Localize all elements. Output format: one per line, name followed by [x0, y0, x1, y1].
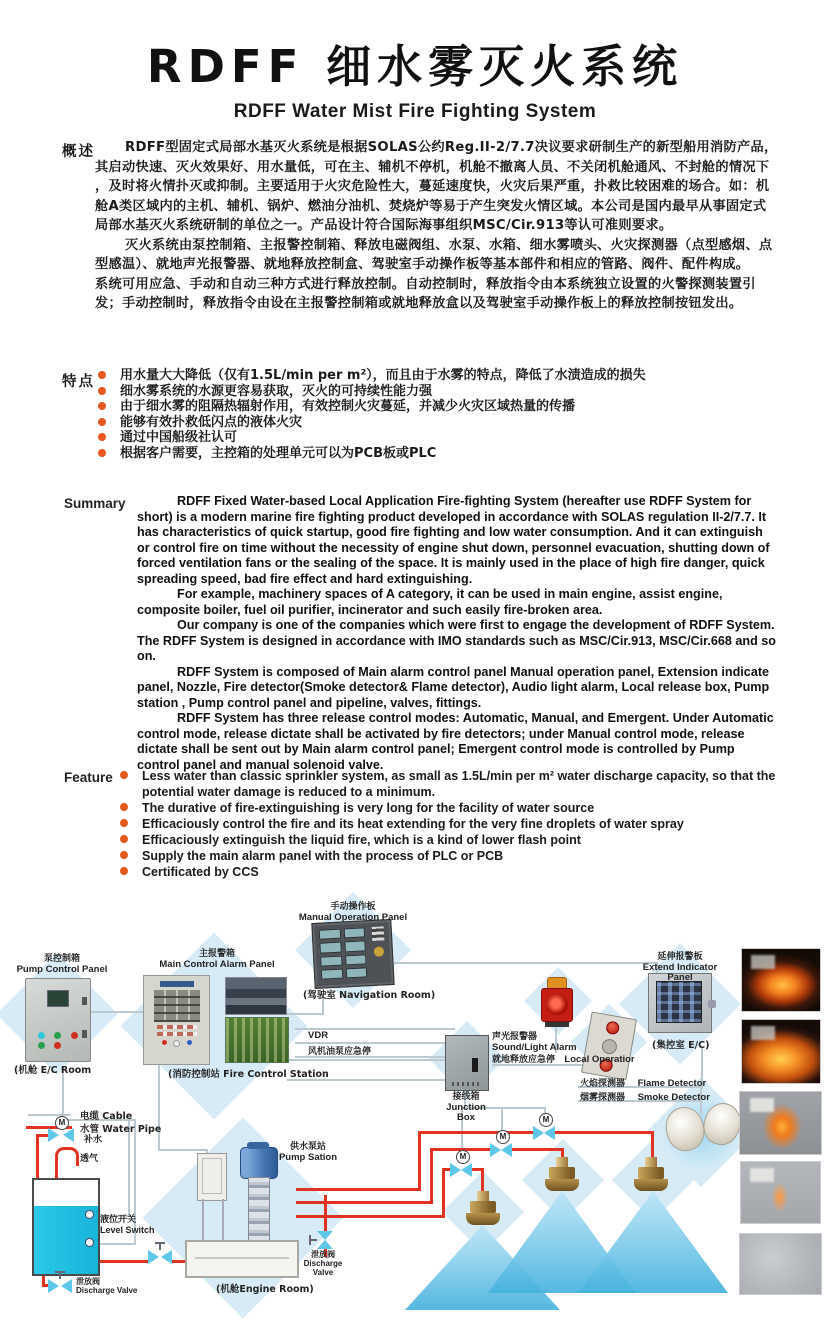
feature-item-text: 细水雾系统的水源更容易获取，灭火的可持续性能力强	[120, 383, 433, 399]
bullet-icon	[98, 418, 106, 426]
smoke-detector-label	[580, 1090, 710, 1103]
panel-screen	[47, 990, 69, 1007]
fire-test-photo-5	[739, 1233, 822, 1295]
pipe-line	[430, 1148, 433, 1204]
flame-detector-label	[580, 1076, 706, 1089]
summary-body	[137, 494, 778, 773]
features-en-label: Feature	[64, 770, 113, 785]
valve-handle	[311, 1239, 317, 1241]
manual-panel-location: (驾驶室 Navigation Room)	[303, 990, 436, 1001]
features-en-section	[0, 768, 830, 888]
box-slot	[472, 1058, 478, 1072]
feature-item-text: Less water than classic sprinkler system, as small as 1.5L/min per m² water discharge capacity, so that the potential water damage is reduced to a minimum.	[142, 769, 776, 799]
extend-panel-label-en: Extend Indicator Panel	[642, 961, 718, 984]
pump-motor	[240, 1147, 278, 1179]
panel-handle	[82, 1030, 87, 1038]
pump-station-label-cn: 供水泵站	[289, 1142, 326, 1152]
vdr-label: VDR	[308, 1030, 329, 1041]
page-subtitle: RDFF Water Mist Fire Fighting System	[233, 101, 597, 122]
manual-panel-label	[298, 903, 408, 923]
release-valve-icon	[450, 1163, 472, 1177]
pump-station-photo	[185, 1147, 297, 1287]
bullet-icon	[98, 449, 106, 457]
nozzle-stem	[645, 1157, 657, 1167]
box-vent	[452, 1082, 482, 1086]
pipe-line	[442, 1168, 445, 1218]
window-patch	[750, 1098, 774, 1112]
manual-panel-label-en: Manual Operation Panel	[298, 911, 408, 923]
legend-pipe-label: 水管 Water Pipe	[80, 1124, 162, 1135]
system-diagram	[0, 895, 830, 1322]
window-patch	[751, 1026, 774, 1040]
panel-knob	[708, 1000, 716, 1008]
features-cn-label: 特点	[62, 374, 95, 390]
main-alarm-panel-label-cn: 主报警箱	[198, 949, 235, 959]
pump-control-panel-location: (机舱 E/C Room	[14, 1065, 92, 1076]
overview-paragraph: RDFF型固定式局部水基灭火系统是根据SOLAS公约Reg.II-2/7.7决议要求研制生产的新型船用消防产品，其启动快速、灭火效果好、用水量低，可在主、辅机不停机，机舱不撤离人员、不关闭机舱通风、不封舱的情况下 ，及时将火情扑灭或抑制。主要适用于火灾危险性大，蔓延速度快，火灾后果严重，扑救比较困难的场合。如：机舱A类区域内的主机、辅机、锅炉、燃油分油机、焚烧炉等易于产生突发火情区域。本公司是国内最早从事固定式局部水基灭火系统研制的单位之一。产品设计符合国际海事组织MSC/Cir.913等认可准则要求。	[95, 140, 778, 233]
feature-item-text: Certificated by CCS	[142, 865, 259, 879]
pipe-line	[96, 1260, 150, 1263]
bullet-icon	[120, 867, 128, 875]
cable-line	[88, 1011, 143, 1013]
feature-item	[120, 832, 780, 848]
pump-discharge-valve-label	[300, 1251, 346, 1277]
pump-base-frame	[185, 1240, 299, 1278]
main-alarm-panel-label-en: Main Control Alarm Panel	[159, 958, 275, 970]
key-switch-icon	[374, 946, 385, 957]
release-valve-icon	[533, 1126, 555, 1140]
nozzle-body	[470, 1201, 496, 1213]
bullet-icon	[98, 387, 106, 395]
bullet-icon	[120, 835, 128, 843]
cable-line	[287, 1059, 445, 1061]
legend-cable-label: 电缆 Cable	[80, 1111, 133, 1122]
screen-cell	[319, 942, 341, 953]
fill-valve-icon	[48, 1128, 74, 1142]
cabinet-leg	[202, 1199, 204, 1240]
summary-paragraph: RDFF System has three release control modes: Automatic, Manual, and Emergent. Under Automatic control mode, release dictate shall be activated by fire detectors; under Manual control mode, release dictate shall be sent out by Main alarm control panel; Emergent control mode is controlled by Pump control panel and manual solenoid valve.	[137, 711, 774, 772]
feature-item-text: 根据客户需要，主控箱的处理单元可以为PCB板或PLC	[120, 445, 437, 461]
nozzle-stem	[556, 1157, 568, 1167]
summary-paragraph: Our company is one of the companies which were first to engage the development of RDFF System. The RDFF System is designed in accordance with IMO standards such as MSC/Cir.913, MSC/Cir.668 and so on.	[137, 618, 776, 663]
feature-item	[98, 368, 778, 384]
pipe-line	[296, 1201, 432, 1204]
valve-m-letter: M	[499, 1132, 507, 1141]
sound-light-alarm-label-cn: 声光报警器	[492, 1032, 538, 1042]
level-switch-dot	[85, 1210, 94, 1219]
extend-panel-label-cn: 延伸报警板	[657, 952, 703, 962]
discharge-label-cn: 泄放阀	[76, 1277, 100, 1286]
level-switch-dot	[85, 1238, 94, 1247]
button-icon	[38, 1032, 45, 1039]
lamp-icon	[187, 1040, 192, 1045]
pipe-line	[510, 1148, 564, 1151]
level-switch-label	[100, 1216, 155, 1236]
pump-station-label-en: Pump Sation	[278, 1151, 338, 1163]
screen-cell	[345, 967, 367, 978]
level-switch-label-en: Level Switch	[100, 1224, 155, 1235]
pump-station-label	[278, 1143, 338, 1163]
sound-light-alarm-label-en: Sound/Light Alarm	[492, 1041, 577, 1053]
screen-cell	[321, 968, 343, 979]
cable-line	[94, 1243, 134, 1245]
features-cn-list	[98, 368, 778, 461]
panel-lamps	[162, 1040, 192, 1047]
tank-discharge-valve-label	[76, 1278, 137, 1296]
motor-valve-icon	[496, 1130, 510, 1144]
pipe-line	[296, 1188, 420, 1191]
motor-valve-icon	[539, 1113, 553, 1127]
extend-panel-location: (集控室 E/C)	[652, 1040, 710, 1051]
fill-label: 补水	[84, 1135, 103, 1145]
pipe-line	[55, 1161, 58, 1178]
summary-section	[0, 494, 830, 772]
spray-cone	[578, 1191, 728, 1293]
overview-paragraph: 系统可用应急、手动和自动三种方式进行释放控制。自动控制时，释放指令由本系统独立设置的火警探测装置引发；手动控制时，释放指令由设在主报警控制箱或就地释放盒以及驾驶室手动操作板上的释放控制按钮发出。	[95, 276, 756, 311]
mist-nozzle	[632, 1157, 670, 1191]
bullet-icon	[120, 803, 128, 811]
panel-indicators	[157, 1025, 197, 1029]
pump-control-panel-label-cn: 泵控制箱	[43, 954, 80, 964]
local-operator-label	[492, 1052, 635, 1065]
vent-label: 透气	[80, 1154, 99, 1164]
lamp-icon	[173, 1040, 180, 1047]
nozzle-body	[549, 1167, 575, 1179]
level-switch-label-cn: 液位开关	[100, 1215, 137, 1225]
flame-detector-label-cn: 火焰探测器	[580, 1079, 626, 1089]
overview-label: 概述	[62, 144, 95, 160]
pipe-line	[651, 1131, 654, 1159]
cable-line	[158, 1063, 160, 1151]
fire-test-photo-2	[741, 1019, 821, 1084]
bullet-icon	[98, 433, 106, 441]
valve-m-letter: M	[459, 1152, 467, 1161]
vent-pipe	[55, 1147, 79, 1166]
overview-paragraph: 灭火系统由泵控制箱、主报警控制箱、释放电磁阀组、水泵、水箱、细水雾喷头、火灾探测器（点型感烟、点型感温）、就地声光报警器、就地释放控制盒、驾驶室手动操作板等基本部件和相应的管路、阀件、配件构成。	[95, 237, 773, 272]
valve-handle	[59, 1273, 61, 1279]
mist-nozzle	[464, 1191, 502, 1225]
lamp-icon	[162, 1040, 167, 1045]
main-alarm-panel-photo	[143, 975, 210, 1065]
junction-box-label	[438, 1093, 494, 1124]
fire-test-photo-1	[741, 948, 821, 1012]
screen-cell	[319, 929, 341, 940]
panel-buttons	[372, 926, 385, 941]
extend-panel-label	[630, 953, 730, 984]
window-patch	[750, 1168, 774, 1181]
feature-item	[98, 415, 778, 431]
valve-handle	[309, 1235, 311, 1245]
pump-control-panel-label	[12, 955, 112, 975]
button-icon	[71, 1032, 78, 1039]
local-release-box-photo	[581, 1011, 637, 1080]
feature-item-text: 用水量大大降低（仅有1.5L/min per m²），而且由于水雾的特点，降低了水渍造成的损失	[120, 368, 646, 383]
button-icon	[54, 1032, 61, 1039]
release-valve-icon	[490, 1143, 512, 1157]
motor-valve-icon	[55, 1116, 69, 1130]
fan-pump-stop-label: 风机油泵应急停	[308, 1047, 372, 1057]
nozzle-stem	[477, 1191, 489, 1201]
smoke-detector-label-cn: 烟雾探测器	[580, 1093, 626, 1103]
siren-body	[541, 988, 573, 1022]
cable-line	[287, 1013, 324, 1015]
nozzle-head	[634, 1179, 668, 1191]
bullet-icon	[120, 771, 128, 779]
valve-handle	[155, 1242, 165, 1244]
water-tank	[32, 1178, 100, 1276]
manual-panel-photo	[311, 919, 394, 989]
nozzle-head	[466, 1213, 500, 1225]
junction-box-label-en: Junction Box	[446, 1101, 486, 1124]
fire-test-photo-3	[739, 1091, 822, 1155]
panel-button-grid	[154, 990, 200, 1022]
pipe-line	[418, 1131, 536, 1134]
feature-item-text: Efficaciously control the fire and its heat extending for the very fine droplets of water spray	[142, 817, 684, 831]
feature-item-text: The durative of fire-extinguishing is very long for the facility of water source	[142, 801, 595, 815]
feature-item	[98, 430, 778, 446]
pump-column	[248, 1177, 270, 1243]
feature-item-text: 由于细水雾的阻隔热辐射作用，有效控制火灾蔓延，并减少火灾区域热量的传播	[120, 399, 576, 414]
pump-cabinet	[197, 1153, 227, 1201]
button-icon	[54, 1042, 61, 1049]
bullet-icon	[98, 402, 106, 410]
smoke-detector-label-en: Smoke Detector	[637, 1092, 710, 1103]
local-operator-label-en: Local Operatior	[564, 1054, 635, 1065]
screen-cell	[320, 955, 342, 966]
summary-paragraph: RDFF System is composed of Main alarm control panel Manual operation panel, Extension indicate panel, Nozzle, Fire detector(Smoke detector& Flame detector), Audio light alarm, Local release box, Pump station , Pump control panel and pipeline, valves, fittings.	[137, 664, 770, 710]
local-operator-label-cn: 就地释放应急停	[492, 1055, 556, 1065]
panel-screens	[319, 927, 368, 979]
fire-test-photo-4	[740, 1161, 821, 1224]
cable-line	[392, 962, 658, 964]
panel-handle	[82, 997, 87, 1005]
junction-box-label-cn: 接线箱	[452, 1092, 480, 1102]
valve-handle	[159, 1244, 161, 1250]
panel-screen	[656, 981, 702, 1023]
main-alarm-panel-location: (消防控制站 Fire Control Station	[168, 1069, 329, 1080]
release-button-icon	[605, 1020, 620, 1035]
header	[0, 30, 830, 123]
page-title: RDFF 细水雾灭火系统	[146, 40, 684, 93]
feature-item-text: Efficaciously extinguish the liquid fire, which is a kind of lower flash point	[142, 833, 581, 847]
feature-item	[98, 446, 778, 462]
pump-station-location: (机舱Engine Room)	[216, 1284, 314, 1295]
feature-item	[120, 864, 780, 880]
pipe-line	[481, 1168, 484, 1193]
discharge-label-cn: 泄放阀	[311, 1250, 335, 1259]
junction-box-photo	[445, 1035, 489, 1091]
feature-item-text: 能够有效扑救低闪点的液体火灾	[120, 414, 303, 430]
discharge-valve-icon	[48, 1279, 72, 1293]
siren-base	[545, 1022, 569, 1027]
button-icon	[38, 1042, 45, 1049]
discharge-label-en: Discharge Valve	[303, 1258, 343, 1277]
screen-cell	[345, 954, 367, 965]
pipe-line	[36, 1134, 39, 1180]
nozzle-head	[545, 1179, 579, 1191]
features-cn-section	[0, 368, 830, 478]
valve-m-letter: M	[542, 1115, 550, 1124]
feature-item-text: Supply the main alarm panel with the process of PLC or PCB	[142, 849, 504, 863]
suction-valve-icon	[148, 1250, 172, 1264]
feature-item	[120, 816, 780, 832]
cable-line	[501, 1107, 503, 1132]
mist-nozzle	[543, 1157, 581, 1191]
summary-paragraph: For example, machinery spaces of A category, it can be used in main engine, assist engine, composite boiler, fuel oil purifier, incinerator and such easily fire-broken area.	[137, 587, 723, 617]
flame-detector-label-en: Flame Detector	[637, 1078, 707, 1089]
bullet-icon	[120, 819, 128, 827]
panel-buttons	[35, 1032, 81, 1049]
screen-cell	[343, 927, 365, 938]
pump-discharge-valve-icon	[317, 1231, 333, 1249]
bullet-icon	[98, 371, 106, 379]
alarm-panel-detail-photo	[225, 977, 287, 1015]
main-alarm-panel-label	[152, 950, 282, 970]
pipe-line	[553, 1131, 653, 1134]
feature-item	[98, 399, 778, 415]
sound-light-alarm-photo	[540, 977, 574, 1027]
overview-section	[0, 138, 830, 363]
pcb-photo	[225, 1017, 289, 1063]
pump-control-panel-label-en: Pump Control Panel	[16, 963, 108, 975]
feature-item	[120, 768, 780, 800]
sound-light-alarm-label	[492, 1033, 577, 1053]
manual-panel-label-cn: 手动操作板	[330, 902, 376, 912]
valve-m-letter: M	[58, 1118, 66, 1127]
pipe-line	[296, 1215, 444, 1218]
feature-item	[120, 848, 780, 864]
valve-handle	[55, 1271, 65, 1273]
overview-body	[95, 138, 778, 314]
summary-label: Summary	[64, 496, 126, 511]
cabinet-leg	[222, 1199, 224, 1240]
summary-paragraph: RDFF Fixed Water-based Local Application Fire-fighting System (hereafter use RDFF System for short) is a modern marine fire fighting product developed in accordance with SOLAS regulation II-2/7.7. It has characteristics of quick startup, good fire fighting and low water consumption. And it can extinguish or control fire on time without the necessity of engine shut down, personnel evacuation, shutting down of forced ventilation fans or the sealing of the space. It is mainly used in the place of high fire danger, quick spreading speed, bad fire effect and hard extinguishing.	[137, 494, 770, 586]
motor-valve-icon	[456, 1150, 470, 1164]
pipe-line	[418, 1131, 421, 1191]
nozzle-body	[638, 1167, 664, 1179]
panel-indicators	[157, 1032, 197, 1036]
screen-cell	[344, 941, 366, 952]
features-en-list	[120, 768, 780, 880]
discharge-label-en: Discharge Valve	[76, 1285, 138, 1295]
panel-nameplate	[160, 981, 194, 987]
feature-item	[98, 384, 778, 400]
pump-control-panel-photo	[25, 978, 91, 1062]
feature-item-text: 通过中国船级社认可	[120, 430, 238, 445]
feature-item	[120, 800, 780, 816]
bullet-icon	[120, 851, 128, 859]
window-patch	[751, 955, 774, 969]
